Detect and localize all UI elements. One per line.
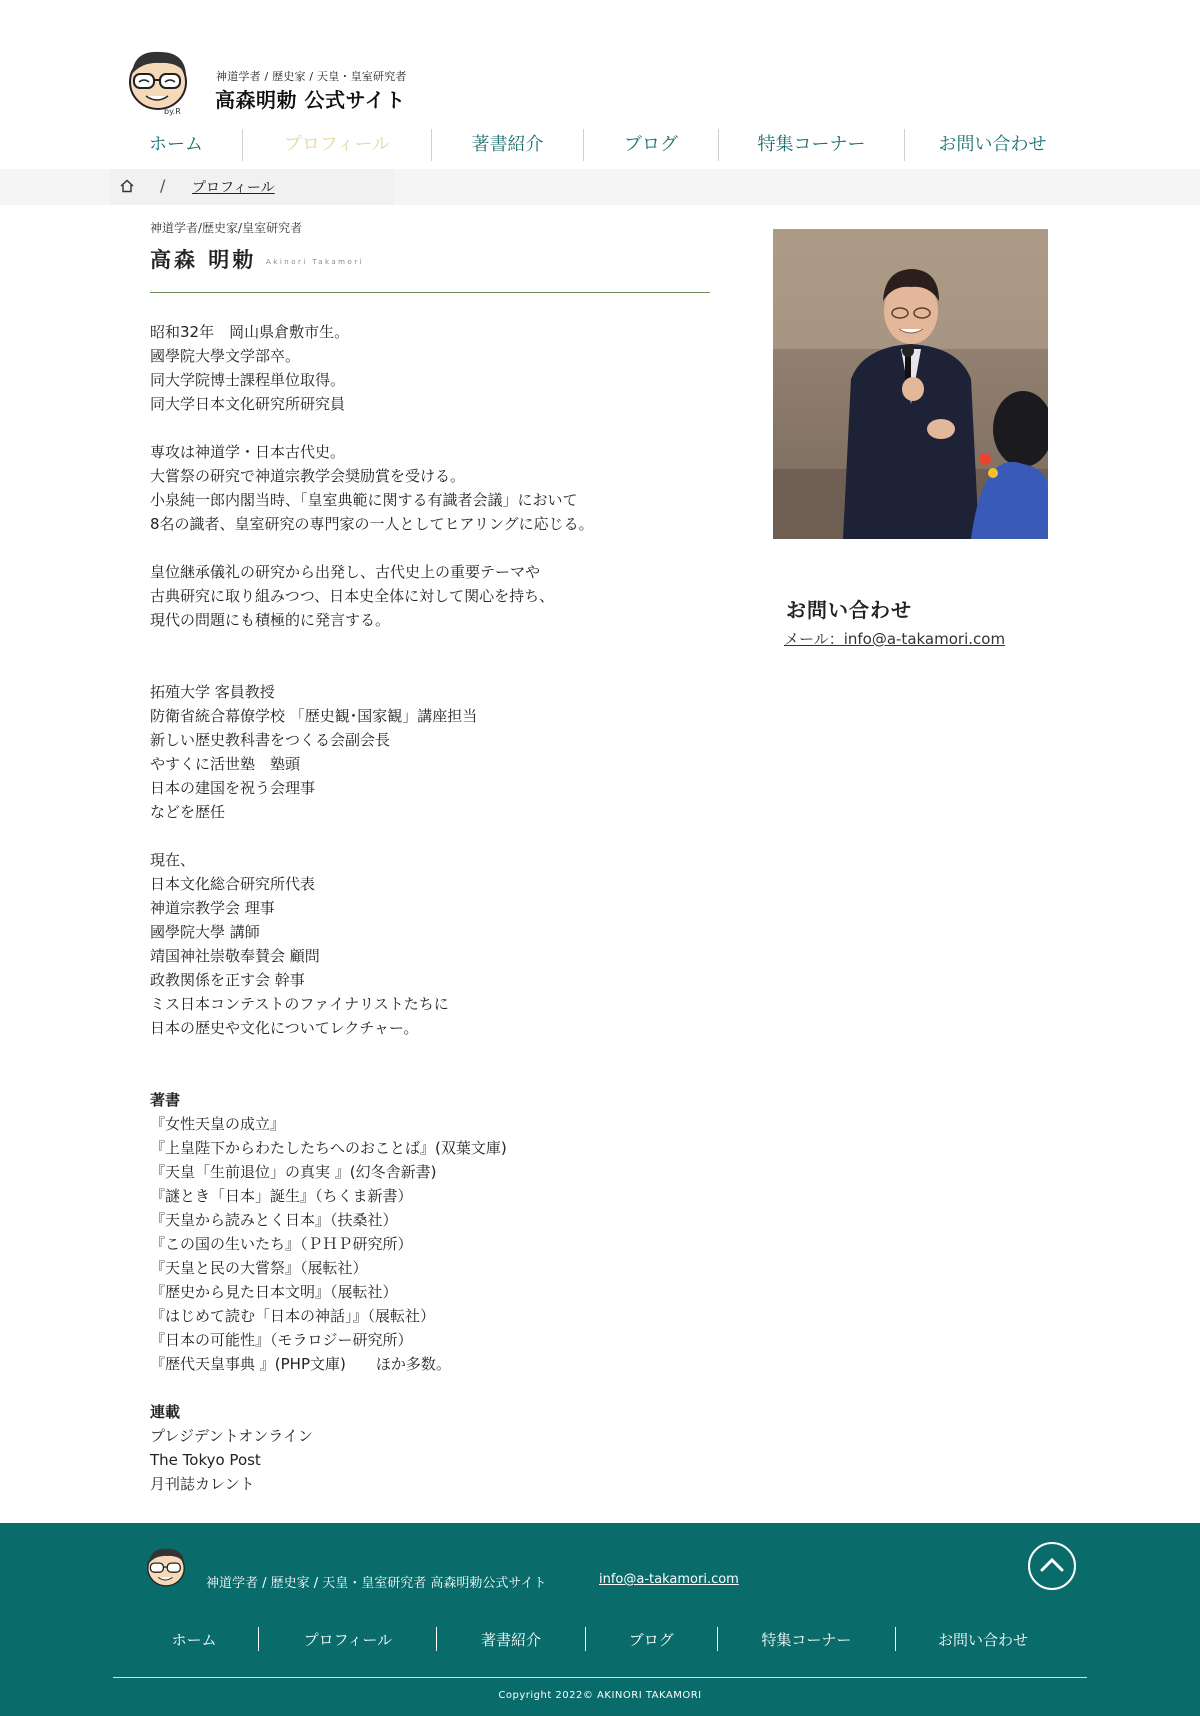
bio-line: 月刊誌カレント	[150, 1475, 255, 1493]
bio-line: 昭和32年 岡山県倉敷市生。	[150, 323, 350, 341]
bio-line: 小泉純一郎内閣当時、「皇室典範に関する有識者会議」において	[150, 491, 578, 509]
bio-line: 『天皇と民の大嘗祭』（展転社）	[150, 1259, 368, 1277]
bio-line: 新しい歴史教科書をつくる会副会長	[150, 731, 391, 749]
site-logo[interactable]	[122, 44, 202, 116]
footer-divider	[113, 1677, 1087, 1678]
footer-nav-profile[interactable]: プロフィール	[303, 1630, 393, 1649]
bio-line: 著書	[150, 1091, 181, 1109]
bio-line: 8名の識者、皇室研究の専門家の一人としてヒアリングに応じる。	[150, 515, 594, 533]
heading-divider	[150, 292, 710, 293]
footer-nav	[130, 1626, 1070, 1652]
bio-line: The Tokyo Post	[150, 1451, 261, 1469]
footer-nav-books[interactable]: 著書紹介	[480, 1630, 541, 1649]
bio-line: 政教関係を正す会 幹事	[150, 971, 305, 989]
bio-line: 現代の問題にも積極的に発言する。	[150, 611, 391, 629]
bio-line: 『上皇陛下からわたしたちへのおことば』(双葉文庫)	[150, 1139, 507, 1157]
bio-line: プレジデントオンライン	[150, 1427, 313, 1445]
bio-line: 國學院大學文学部卒。	[150, 347, 301, 365]
footer-site-name: 神道学者 / 歴史家 / 天皇・皇室研究者 高森明勅公式サイト	[206, 1576, 547, 1591]
bio-line: 『この国の生いたち』（ＰＨＰ研究所）	[150, 1235, 413, 1253]
bio-line: 専攻は神道学・日本古代史。	[150, 443, 346, 461]
bio-line	[150, 1376, 710, 1400]
bio-line: 古典研究に取り組みつつ、日本史全体に対して関心を持ち、	[150, 587, 555, 605]
bio-line: 靖国神社崇敬奉賛会 顧問	[150, 947, 320, 965]
site-subtitle: 神道学者 / 歴史家 / 天皇・皇室研究者	[216, 70, 407, 83]
bio-line	[150, 536, 710, 560]
bio-line: 現在、	[150, 851, 196, 869]
bio-line: 連載	[150, 1403, 181, 1421]
bio-line: などを歴任	[150, 803, 226, 821]
nav-contact[interactable]: お問い合わせ	[938, 134, 1047, 155]
breadcrumb-current[interactable]: プロフィール	[192, 180, 275, 196]
profile-bio	[150, 320, 710, 1496]
bio-line: 神道宗教学会 理事	[150, 899, 275, 917]
bio-line	[150, 416, 710, 440]
bio-line	[150, 656, 710, 680]
nav-home[interactable]: ホーム	[149, 134, 203, 155]
footer-logo[interactable]	[140, 1543, 192, 1591]
nav-special[interactable]: 特集コーナー	[757, 134, 866, 155]
bio-line: ミス日本コンテストのファイナリストたちに	[150, 995, 449, 1013]
bio-line: 同大学院博士課程単位取得。	[150, 371, 346, 389]
profile-photo	[773, 229, 1048, 539]
home-icon[interactable]	[119, 178, 135, 194]
bio-line: 防衛省統合幕僚学校 「歴史観･国家観」講座担当	[150, 707, 478, 725]
bio-line	[150, 1040, 710, 1064]
main-nav	[110, 128, 1080, 162]
bio-line	[150, 1064, 710, 1088]
back-to-top-button[interactable]	[1028, 1542, 1076, 1590]
nav-profile[interactable]: プロフィール	[283, 134, 391, 155]
contact-heading: お問い合わせ	[786, 598, 912, 622]
svg-text:by.R: by.R	[164, 107, 181, 116]
bio-line	[150, 632, 710, 656]
bio-line: 國學院大學 講師	[150, 923, 260, 941]
profile-name: 高森 明勅	[150, 248, 257, 272]
footer-nav-contact[interactable]: お問い合わせ	[937, 1630, 1028, 1649]
site-title[interactable]: 高森明勅 公式サイト	[215, 88, 406, 112]
footer-nav-home[interactable]: ホーム	[171, 1630, 217, 1649]
bio-line: やすくに活世塾 塾頭	[150, 755, 301, 773]
bio-line: 同大学日本文化研究所研究員	[150, 395, 346, 413]
bio-line: 拓殖大学 客員教授	[150, 683, 275, 701]
bio-line: 『天皇「生前退位」の真実 』(幻冬舎新書)	[150, 1163, 437, 1181]
bio-line: 日本の歴史や文化についてレクチャー。	[150, 1019, 419, 1037]
bio-line: 日本の建国を祝う会理事	[150, 779, 316, 797]
bio-line: 『はじめて読む「日本の神話」』（展転社）	[150, 1307, 436, 1325]
nav-books[interactable]: 著書紹介	[471, 134, 544, 155]
nav-blog[interactable]: ブログ	[624, 134, 678, 155]
bio-line: 『謎とき「日本」誕生』（ちくま新書）	[150, 1187, 413, 1205]
contact-email-link[interactable]: メール：info@a-takamori.com	[784, 630, 1006, 648]
bio-line	[150, 824, 710, 848]
profile-name-roman: Akinori Takamori	[266, 258, 365, 266]
bio-line: 『日本の可能性』（モラロジー研究所）	[150, 1331, 413, 1349]
bio-line: 日本文化総合研究所代表	[150, 875, 316, 893]
copyright: Copyright 2022© AKINORI TAKAMORI	[498, 1690, 702, 1701]
footer-nav-special[interactable]: 特集コーナー	[761, 1630, 852, 1649]
bio-line: 大嘗祭の研究で神道宗教学会奨励賞を受ける。	[150, 467, 466, 485]
footer-nav-blog[interactable]: ブログ	[628, 1630, 674, 1649]
footer-email-link[interactable]: info@a-takamori.com	[599, 1572, 739, 1587]
bio-line: 『天皇から読みとく日本』（扶桑社）	[150, 1211, 398, 1229]
breadcrumb-separator: /	[160, 176, 166, 195]
bio-line: 『歴史から見た日本文明』（展転社）	[150, 1283, 398, 1301]
bio-line: 皇位継承儀礼の研究から出発し、古代史上の重要テーマや	[150, 563, 541, 581]
bio-line: 『女性天皇の成立』	[150, 1115, 286, 1133]
profile-role: 神道学者/歴史家/皇室研究者	[150, 221, 303, 235]
bio-line: 『歴代天皇事典 』(PHP文庫) ほか多数。	[150, 1355, 451, 1373]
chevron-up-icon	[1030, 1544, 1074, 1588]
